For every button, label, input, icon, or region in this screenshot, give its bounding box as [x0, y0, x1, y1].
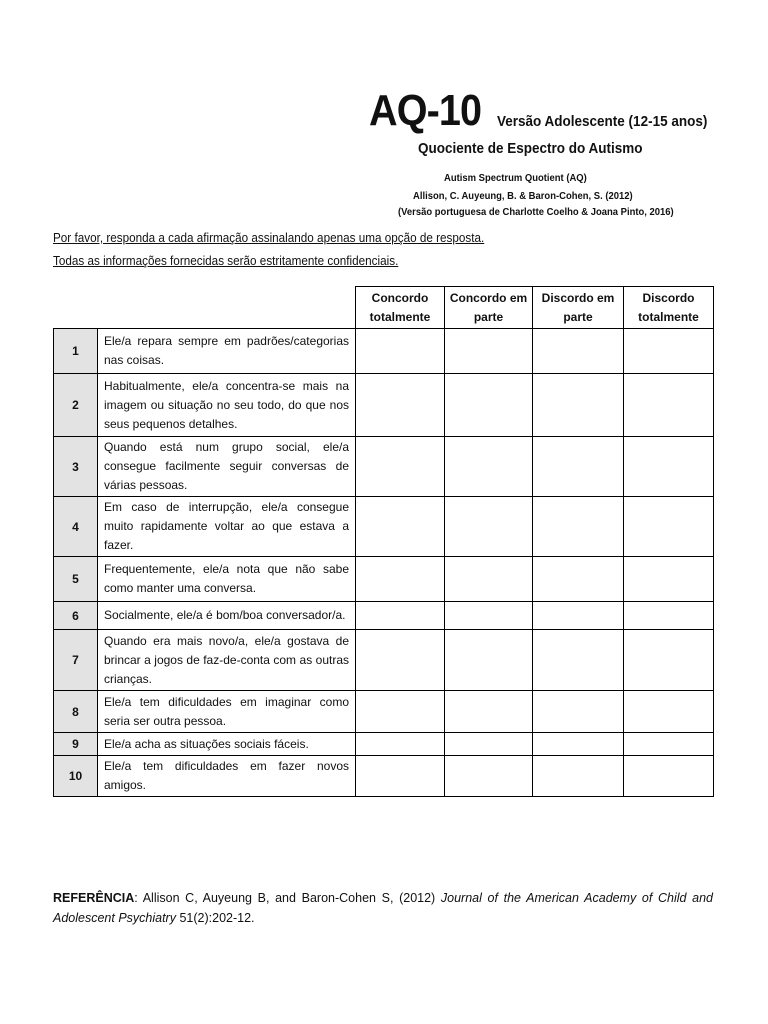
table-row	[54, 756, 714, 797]
questionnaire-table	[53, 286, 714, 797]
col-header: Concordo em parte	[445, 287, 533, 329]
item-statement: Habitualmente, ele/a concentra-se mais na imagem ou situação no seu todo, do que nos seus pequenos detalhes.	[98, 374, 356, 437]
answer-cell[interactable]	[533, 602, 624, 630]
item-statement: Socialmente, ele/a é bom/boa conversador/a.	[98, 602, 356, 630]
answer-cell[interactable]	[445, 329, 533, 374]
answer-cell[interactable]	[624, 557, 714, 602]
answer-cell[interactable]	[356, 756, 445, 797]
col-header: Concordo totalmente	[356, 287, 445, 329]
item-number: 7	[54, 630, 98, 691]
version-label: Versão Adolescente (12-15 anos)	[497, 113, 708, 130]
table-row	[54, 329, 714, 374]
answer-cell[interactable]	[624, 602, 714, 630]
header-row	[54, 287, 714, 329]
answer-cell[interactable]	[356, 374, 445, 437]
meta-line-2: Allison, C. Auyeung, B. & Baron-Cohen, S. (2012)	[413, 190, 633, 202]
reference-label: REFERÊNCIA	[53, 891, 135, 905]
answer-cell[interactable]	[356, 691, 445, 733]
answer-cell[interactable]	[533, 756, 624, 797]
item-number: 6	[54, 602, 98, 630]
answer-cell[interactable]	[445, 630, 533, 691]
col-header: Discordo totalmente	[624, 287, 714, 329]
reference-journal: Journal of the American Academy of Child and Adolescent Psychiatry	[53, 891, 713, 925]
item-statement: Quando era mais novo/a, ele/a gostava de brincar a jogos de faz-de-conta com as outras crianças.	[98, 630, 356, 691]
item-number: 3	[54, 437, 98, 497]
table-row	[54, 691, 714, 733]
answer-cell[interactable]	[624, 437, 714, 497]
answer-cell[interactable]	[624, 733, 714, 756]
reference-authors: : Allison C, Auyeung B, and Baron-Cohen S, (2012)	[134, 891, 441, 905]
subtitle: Quociente de Espectro do Autismo	[418, 140, 643, 157]
col-header: Discordo em parte	[533, 287, 624, 329]
answer-cell[interactable]	[445, 557, 533, 602]
item-statement: Ele/a repara sempre em padrões/categorias nas coisas.	[98, 329, 356, 374]
instruction-line-1: Por favor, responda a cada afirmação assinalando apenas uma opção de resposta.	[53, 230, 485, 245]
answer-cell[interactable]	[533, 437, 624, 497]
item-number: 10	[54, 756, 98, 797]
table-row	[54, 602, 714, 630]
answer-cell[interactable]	[356, 602, 445, 630]
answer-cell[interactable]	[445, 497, 533, 557]
answer-cell[interactable]	[356, 733, 445, 756]
item-number: 9	[54, 733, 98, 756]
answer-cell[interactable]	[533, 733, 624, 756]
meta-line-3: (Versão portuguesa de Charlotte Coelho & Joana Pinto, 2016)	[398, 206, 674, 218]
item-number: 1	[54, 329, 98, 374]
answer-cell[interactable]	[533, 374, 624, 437]
table-row	[54, 497, 714, 557]
item-statement: Ele/a acha as situações sociais fáceis.	[98, 733, 356, 756]
table-row	[54, 437, 714, 497]
answer-cell[interactable]	[624, 374, 714, 437]
table-row	[54, 630, 714, 691]
table-row	[54, 557, 714, 602]
answer-cell[interactable]	[356, 557, 445, 602]
item-statement: Ele/a tem dificuldades em fazer novos amigos.	[98, 756, 356, 797]
answer-cell[interactable]	[624, 329, 714, 374]
answer-cell[interactable]	[533, 630, 624, 691]
answer-cell[interactable]	[356, 329, 445, 374]
item-statement: Quando está num grupo social, ele/a consegue facilmente seguir conversas de várias pessoas.	[98, 437, 356, 497]
answer-cell[interactable]	[356, 497, 445, 557]
answer-cell[interactable]	[445, 756, 533, 797]
answer-cell[interactable]	[624, 691, 714, 733]
reference-volume: 51(2):202-12.	[175, 911, 255, 925]
answer-cell[interactable]	[445, 733, 533, 756]
item-number: 4	[54, 497, 98, 557]
answer-cell[interactable]	[445, 691, 533, 733]
title-line	[369, 86, 708, 136]
answer-cell[interactable]	[445, 602, 533, 630]
item-number: 2	[54, 374, 98, 437]
table-row	[54, 374, 714, 437]
instruction-line-2: Todas as informações fornecidas serão estritamente confidenciais.	[53, 253, 399, 268]
answer-cell[interactable]	[624, 756, 714, 797]
answer-cell[interactable]	[445, 374, 533, 437]
answer-cell[interactable]	[624, 630, 714, 691]
item-statement: Em caso de interrupção, ele/a consegue muito rapidamente voltar ao que estava a fazer.	[98, 497, 356, 557]
item-number: 5	[54, 557, 98, 602]
answer-cell[interactable]	[533, 557, 624, 602]
table-row	[54, 733, 714, 756]
answer-cell[interactable]	[624, 497, 714, 557]
answer-cell[interactable]	[445, 437, 533, 497]
item-statement: Ele/a tem dificuldades em imaginar como seria ser outra pessoa.	[98, 691, 356, 733]
answer-cell[interactable]	[533, 691, 624, 733]
answer-cell[interactable]	[533, 497, 624, 557]
item-statement: Frequentemente, ele/a nota que não sabe como manter uma conversa.	[98, 557, 356, 602]
item-number: 8	[54, 691, 98, 733]
page-title: AQ-10	[369, 86, 482, 135]
answer-cell[interactable]	[356, 630, 445, 691]
answer-cell[interactable]	[356, 437, 445, 497]
reference	[53, 888, 713, 928]
answer-cell[interactable]	[533, 329, 624, 374]
meta-line-1: Autism Spectrum Quotient (AQ)	[444, 172, 587, 184]
